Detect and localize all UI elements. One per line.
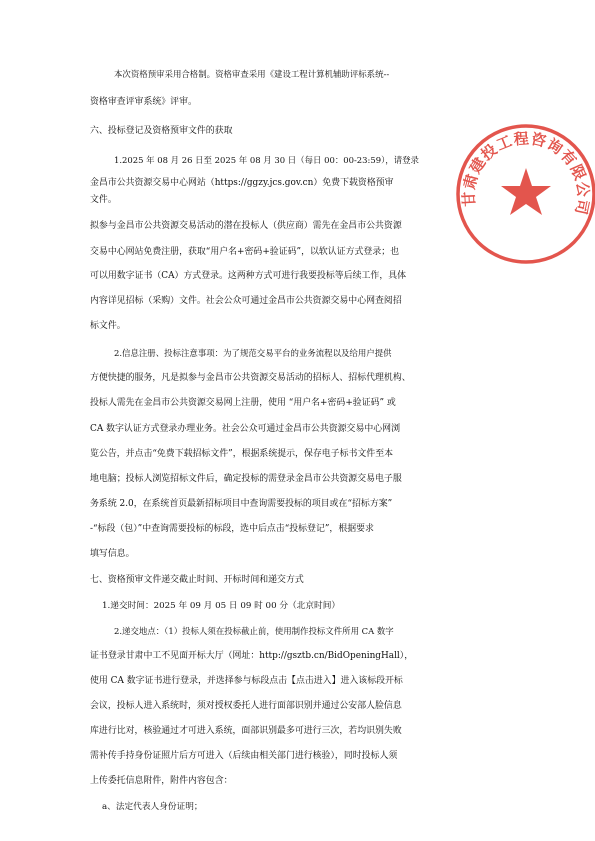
text-line: 需补传手持身份证照片后方可进入（后续由相关部门进行核验），同时投标人须 <box>90 751 398 761</box>
text-line: 览公告，并点击“免费下载招标文件”，根据系统提示，保存电子标书文件至本 <box>90 449 394 459</box>
text-line: 标文件。 <box>90 321 126 331</box>
text-line: 地电脑；投标人浏览招标文件后，确定投标的需登录金昌市公共资源交易电子服 <box>90 474 402 484</box>
text-line: 2.递交地点：（1）投标人须在投标截止前，使用制作投标文件所用 CA 数字 <box>114 626 394 636</box>
text-line: 可以用数字证书（CA）方式登录。这两种方式可进行我要投标等后续工作，具体 <box>90 271 407 281</box>
text-line: 上传委托信息附件，附件内容包含： <box>90 776 233 786</box>
text-line: 1.2025 年 08 月 26 日至 2025 年 08 月 30 日（每日 00：00-23:59），请登录 <box>114 155 419 165</box>
text-line: 2.信息注册、投标注意事项：为了规范交易平台的业务流程以及给用户提供 <box>114 348 392 358</box>
text-line: -“标段（包）”中查询需要投标的标段，选中后点击“投标登记”，根据要求 <box>90 524 374 534</box>
text-line: 证书登录甘肃中工不见面开标大厅（网址：http://gsztb.cn/BidOpeningHall）， <box>90 651 414 661</box>
text-line: 库进行比对，核验通过才可进入系统，面部识别最多可进行三次，若均识别失败 <box>90 726 402 736</box>
svg-text:甘肃建投工程咨询有限公司: 甘肃建投工程咨询有限公司 <box>459 129 593 218</box>
text-line: 方便快捷的服务，凡是拟参与金昌市公共资源交易活动的招标人、招标代理机构、 <box>90 373 411 383</box>
text-line: a、法定代表人身份证明； <box>102 802 203 812</box>
text-line: 1.递交时间：2025 年 09 月 05 日 09 时 00 分（北京时间） <box>102 601 341 611</box>
section-heading: 六、投标登记及资格预审文件的获取 <box>90 126 233 136</box>
text-line: CA 数字认证方式登录办理业务。社会公众可通过金昌市公共资源交易中心网浏 <box>90 424 400 434</box>
text-line: 填写信息。 <box>90 549 135 559</box>
text-line: 务系统 2.0，在系统首页最新招标项目中查询需要投标的项目或在“招标方案” <box>90 499 393 509</box>
text-line: 使用 CA 数字证书进行登录，并选择参与标段点击【点击进入】进入该标段开标 <box>90 676 403 686</box>
text-line: 投标人需先在金昌市公共资源交易网上注册，使用 “用户名+密码+验证码” 或 <box>90 398 396 408</box>
text-line: 会议，投标人进入系统时，须对授权委托人进行面部识别并通过公安部人脸信息 <box>90 701 402 711</box>
text-line: 金昌市公共资源交易中心网站（https://ggzy.jcs.gov.cn）免费下载资格预审 <box>90 178 394 188</box>
text-line: 内容详见招标（采购）文件。社会公众可通过金昌市公共资源交易中心网查阅招 <box>90 296 402 306</box>
text-line: 交易中心网站免费注册，获取“用户名+密码+验证码”，以软认证方式登录；也 <box>90 247 400 257</box>
text-line: 本次资格预审采用合格制。资格审查采用《建设工程计算机辅助评标系统-- <box>114 69 390 79</box>
text-line: 文件。 <box>90 195 117 205</box>
section-heading: 七、资格预审文件递交截止时间、开标时间和递交方式 <box>90 575 304 585</box>
text-line: 拟参与金昌市公共资源交易活动的潜在投标人（供应商）需先在金昌市公共资源 <box>90 221 402 231</box>
text-line: 资格审查评审系统》评审。 <box>90 97 197 107</box>
